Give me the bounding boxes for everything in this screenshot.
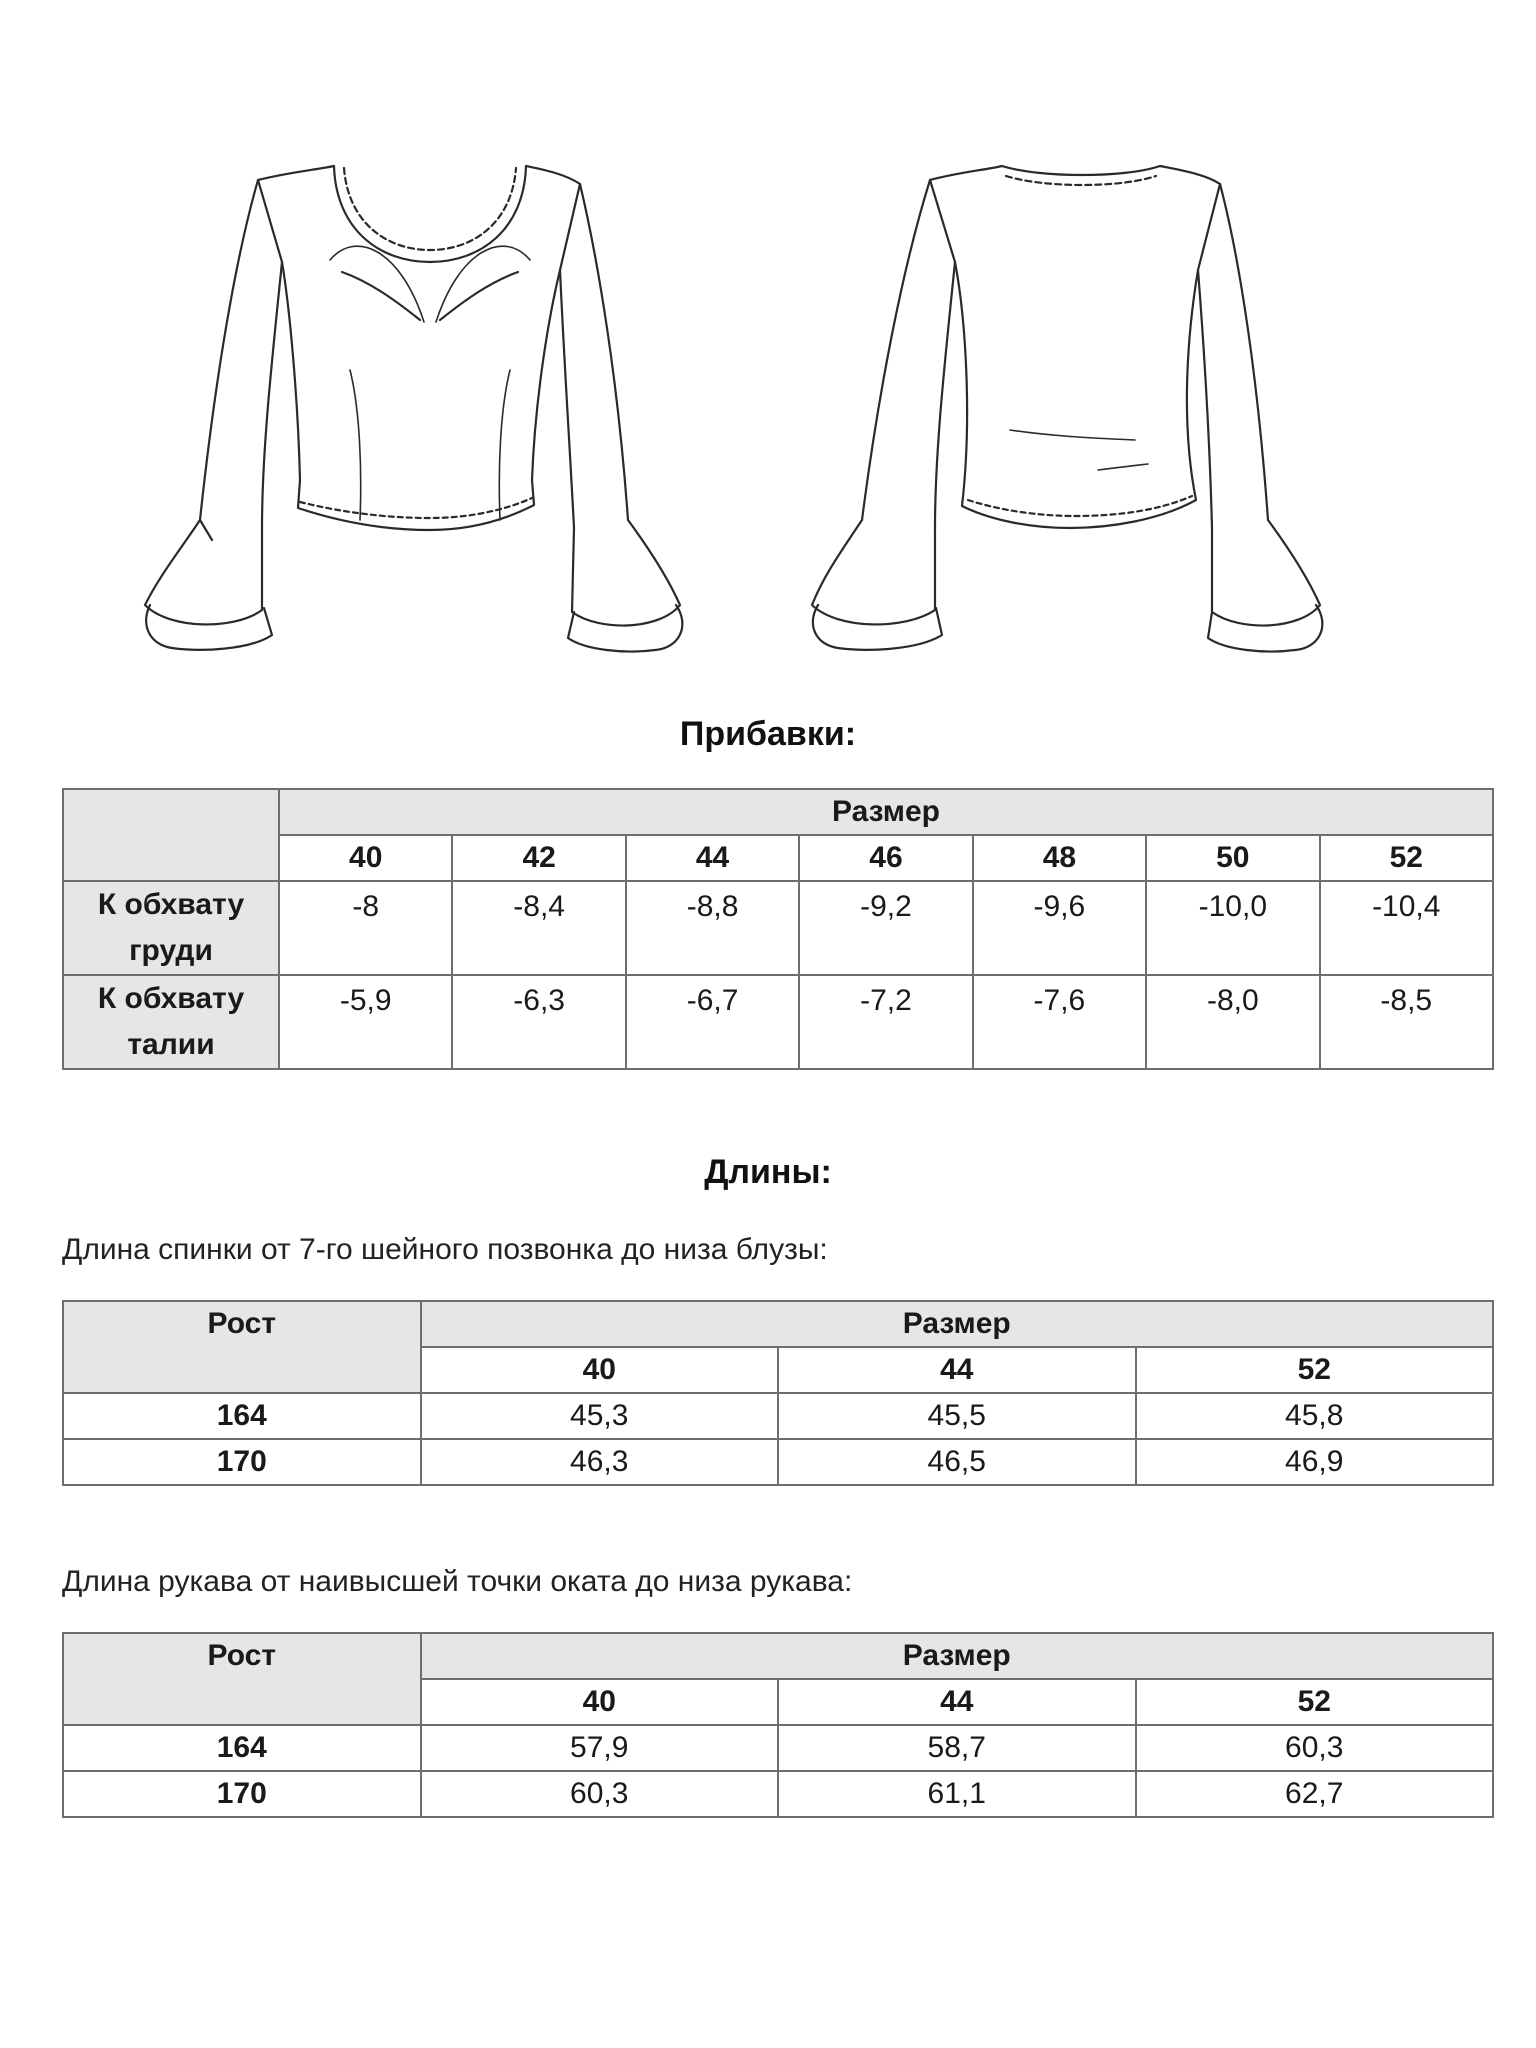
value-cell: 60,3: [1136, 1725, 1494, 1771]
size-col-header: 40: [421, 1679, 779, 1725]
row-label-bust: [63, 881, 279, 975]
size-col-header: 46: [799, 835, 972, 881]
size-header: Размер: [421, 1301, 1494, 1347]
value-cell: 57,9: [421, 1725, 779, 1771]
lengths-heading: Длины:: [704, 1153, 832, 1191]
size-col-header: 40: [421, 1347, 779, 1393]
value-cell: -8: [279, 881, 452, 975]
value-cell: -8,8: [626, 881, 799, 975]
value-cell: -5,9: [279, 975, 452, 1069]
size-col-header: 52: [1136, 1347, 1494, 1393]
value-cell: -10,0: [1146, 881, 1319, 975]
value-cell: 45,8: [1136, 1393, 1494, 1439]
table-row: [63, 881, 1493, 975]
height-cell: 164: [63, 1725, 421, 1771]
table-row: [63, 1439, 1493, 1485]
value-cell: -10,4: [1320, 881, 1493, 975]
size-col-header: 44: [778, 1679, 1136, 1725]
table-row: [63, 975, 1493, 1069]
sleeve-length-caption: Длина рукава от наивысшей точки оката до низа рукава:: [62, 1565, 853, 1598]
value-cell: -9,6: [973, 881, 1146, 975]
value-cell: 45,3: [421, 1393, 779, 1439]
size-col-header: 44: [778, 1347, 1136, 1393]
size-col-header: 40: [279, 835, 452, 881]
blouse-back-icon: [812, 166, 1322, 652]
additions-table: [62, 788, 1494, 1070]
sleeve-length-table: [62, 1632, 1494, 1818]
value-cell: -8,5: [1320, 975, 1493, 1069]
row-label-line: К обхвату: [97, 982, 245, 1015]
size-header: Размер: [279, 789, 1493, 835]
additions-heading: Прибавки:: [679, 715, 857, 753]
row-label-line: К обхвату: [97, 888, 245, 921]
value-cell: -6,3: [452, 975, 625, 1069]
height-cell: 170: [63, 1771, 421, 1817]
row-label-line: груди: [129, 934, 213, 967]
size-col-header: 42: [452, 835, 625, 881]
value-cell: -7,2: [799, 975, 972, 1069]
height-cell: 164: [63, 1393, 421, 1439]
back-length-table: [62, 1300, 1494, 1486]
value-cell: 45,5: [778, 1393, 1136, 1439]
height-header: Рост: [63, 1633, 421, 1725]
value-cell: 58,7: [778, 1725, 1136, 1771]
value-cell: 61,1: [778, 1771, 1136, 1817]
size-col-header: 52: [1136, 1679, 1494, 1725]
size-col-header: 44: [626, 835, 799, 881]
table-row: [63, 1393, 1493, 1439]
size-header: Размер: [421, 1633, 1494, 1679]
blouse-sketches: [0, 0, 1536, 680]
size-col-header: 48: [973, 835, 1146, 881]
value-cell: 60,3: [421, 1771, 779, 1817]
value-cell: -9,2: [799, 881, 972, 975]
row-label-waist: [63, 975, 279, 1069]
value-cell: -8,4: [452, 881, 625, 975]
height-header: Рост: [63, 1301, 421, 1393]
value-cell: -7,6: [973, 975, 1146, 1069]
value-cell: 46,9: [1136, 1439, 1494, 1485]
value-cell: 62,7: [1136, 1771, 1494, 1817]
row-label-line: талии: [127, 1028, 215, 1061]
size-col-header: 50: [1146, 835, 1319, 881]
back-length-caption: Длина спинки от 7-го шейного позвонка до низа блузы:: [62, 1233, 828, 1266]
value-cell: 46,5: [778, 1439, 1136, 1485]
size-col-header: 52: [1320, 835, 1493, 881]
height-cell: 170: [63, 1439, 421, 1485]
value-cell: -8,0: [1146, 975, 1319, 1069]
additions-corner-cell: [63, 789, 279, 881]
value-cell: -6,7: [626, 975, 799, 1069]
value-cell: 46,3: [421, 1439, 779, 1485]
table-row: [63, 1771, 1493, 1817]
blouse-front-icon: [145, 166, 682, 652]
table-row: [63, 1725, 1493, 1771]
